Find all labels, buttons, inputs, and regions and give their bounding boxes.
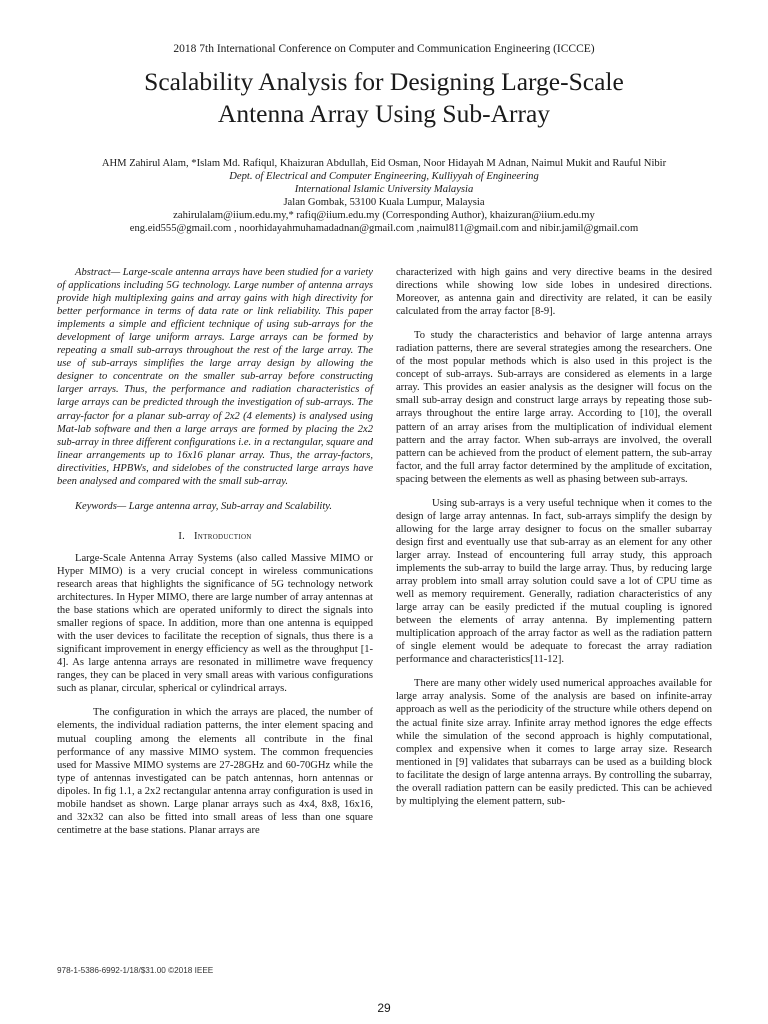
author-address: Jalan Gombak, 53100 Kuala Lumpur, Malaysia bbox=[283, 197, 485, 209]
left-column bbox=[57, 266, 373, 837]
right-paragraph-3: Using sub-arrays is a very useful technique when it comes to the design of large array antennas. In fact, sub-arrays simplify the design by allowing for the large array designer to focus on the smaller subarray design first and eventually use that sub-array as an element for any other larger array. Instead of encountering full array study, this approach implements the sub-array to build the large array. Thus, by reducing large array problem into small array solution could save a lot of CPU time as well as memory requirement. Generally, radiation characteristics of any large array can be easily predicted if the mutual coupling is ignored between the elements of array antenna. By implementing pattern multiplication approach of the array factor as well as the radiation pattern of single element would be adequate to forecast the array radiation performance and characteristics[11-12]. bbox=[396, 497, 712, 666]
paper-title bbox=[60, 66, 708, 130]
copyright-footer: 978-1-5386-6992-1/18/$31.00 ©2018 IEEE bbox=[57, 966, 214, 975]
title-line-2: Antenna Array Using Sub-Array bbox=[217, 99, 551, 128]
author-emails-line-2: eng.eid555@gmail.com , noorhidayahmuhamadadnan@gmail.com ,naimul811@gmail.com and nibir.jamil@gmail.com bbox=[129, 223, 639, 235]
section-number: I. bbox=[178, 530, 186, 542]
section-heading-introduction bbox=[57, 530, 373, 543]
right-paragraph-4: There are many other widely used numerical approaches available for large array analysis. Some of the analysis are based on infinite-array approach as well as the periodicity of the structure while others depend on the actual finite size array. Infinite array method ignores the edge effects while the simulation of the second approach is highly computational, complex and expensive when it comes to large array size. Research mentioned in [9] validates that subarrays can be used as a building block to facilitate the design of large antenna arrays. By controlling the subarray, the overall radiation pattern can be easily predicted. This can be achieved by multiplying the element pattern, sub- bbox=[396, 678, 712, 807]
abstract: Abstract— Large-scale antenna arrays have been studied for a variety of applications including 5G technology. Large number of antenna arrays provide high multiplexing gains and array gains with high directivity for better performance in terms of data rate or link reliability. This paper implements a simple and efficient technique of using sub-arrays for the development of large uniform arrays. Large arrays can be formed by repeating a small sub-arrays throughout the rest of the large array. The use of sub-arrays simplifies the large array design by allowing the designer to concentrate on the smaller sub-array before constructing larger arrays. Thus, the performance and radiation characteristics of large arrays can be predicted through the investigation of sub-arrays. The array-factor for a planar sub-array of 2x2 (4 elements) is analysed using Mat-lab software and then a large arrays are formed by placing the 2x2 sub-array in three different configurations i.e. in a rectangular, square and linear arrangements up to 16x16 planar array. Thus, the array-factors, directivities, HPBWs, and sidelobes of the constructed large arrays have been analysed and compared with the small sub-array. bbox=[57, 267, 373, 487]
conference-header: 2018 7th International Conference on Computer and Communication Engineering (ICCCE) bbox=[173, 43, 595, 55]
right-paragraph-2: To study the characteristics and behavior of large antenna arrays radiation patterns, there are several strategies among the researchers. One of the most popular methods which is also used in this project is the concept of sub-arrays. Sub-arrays are considered as elements in a large array. This provides an easier analysis as the designer will focus on the small sub-array design and construct large arrays by repeating those sub-arrays throughout the entire large array. According to [10], the overall pattern of an array arises from the multiplication of individual element pattern and the array factor. When sub-arrays are involved, the overall pattern can be achieved from the product of element pattern, the sub-array factor, and the full array factor determined by the amplitude of excitation, spacing between the elements as well as phasing between sub-arrays. bbox=[396, 330, 712, 485]
intro-paragraph-2: The configuration in which the arrays are placed, the number of elements, the individual radiation patterns, the inter element spacing and mutual coupling among the elements all contribute in the final performance of any massive MIMO system. The common frequencies used for Massive MIMO systems are 27-28GHz and 60-70GHz while the type of antennas investigated can be patch antennas, horn antennas or dipoles. In fig 1.1, a 2x2 rectangular antenna array configuration is used in mobile handset as shown. Large planar arrays such as 4x4, 8x8, 16x16, and 32x32 can also be fitted into small areas of less than one square centimetre at the base stations. Planar arrays are bbox=[57, 707, 373, 836]
keywords: Keywords— Large antenna array, Sub-array and Scalability. bbox=[75, 500, 333, 512]
author-department: Dept. of Electrical and Computer Engineering, Kulliyyah of Engineering bbox=[229, 171, 539, 183]
author-emails-line-1: zahirulalam@iium.edu.my,* rafiq@iium.edu.my (Corresponding Author), khaizuran@iium.edu.my bbox=[173, 210, 595, 222]
author-university: International Islamic University Malaysia bbox=[294, 184, 474, 196]
intro-paragraph-1: Large-Scale Antenna Array Systems (also called Massive MIMO or Hyper MIMO) is a very crucial concept in wireless communications research areas that highlights the significance of 5G technology network architectures. In Hyper MIMO, there are large number of array antennas at the base stations which are operated uniformly to direct the signals into smaller regions of space. In addition, more than one antenna is equipped with the user devices to facilitate the reception of signals, thus there is a significant improvement in energy efficiency as well as the throughput [1-4]. As large antenna arrays are resonated in millimetre wave frequency ranges, they can be placed in very small areas with various configurations such as planar, circular, spherical or cylindrical arrays. bbox=[57, 552, 373, 695]
right-column bbox=[396, 266, 712, 808]
author-names: AHM Zahirul Alam, *Islam Md. Rafiqul, Khaizuran Abdullah, Eid Osman, Noor Hidayah M Adnan, Naimul Mukit and Rauful Nibir bbox=[101, 158, 667, 169]
section-title: Introduction bbox=[193, 530, 252, 542]
title-line-1: Scalability Analysis for Designing Large-Scale bbox=[144, 67, 624, 96]
page-number: 29 bbox=[377, 1001, 391, 1015]
right-paragraph-1: characterized with high gains and very directive beams in the desired directions while showing low side lobes in undesired directions. Moreover, as antenna gain and directivity are related, it can be easily calculated from the array factor [8-9]. bbox=[396, 267, 712, 318]
author-block bbox=[30, 157, 738, 236]
